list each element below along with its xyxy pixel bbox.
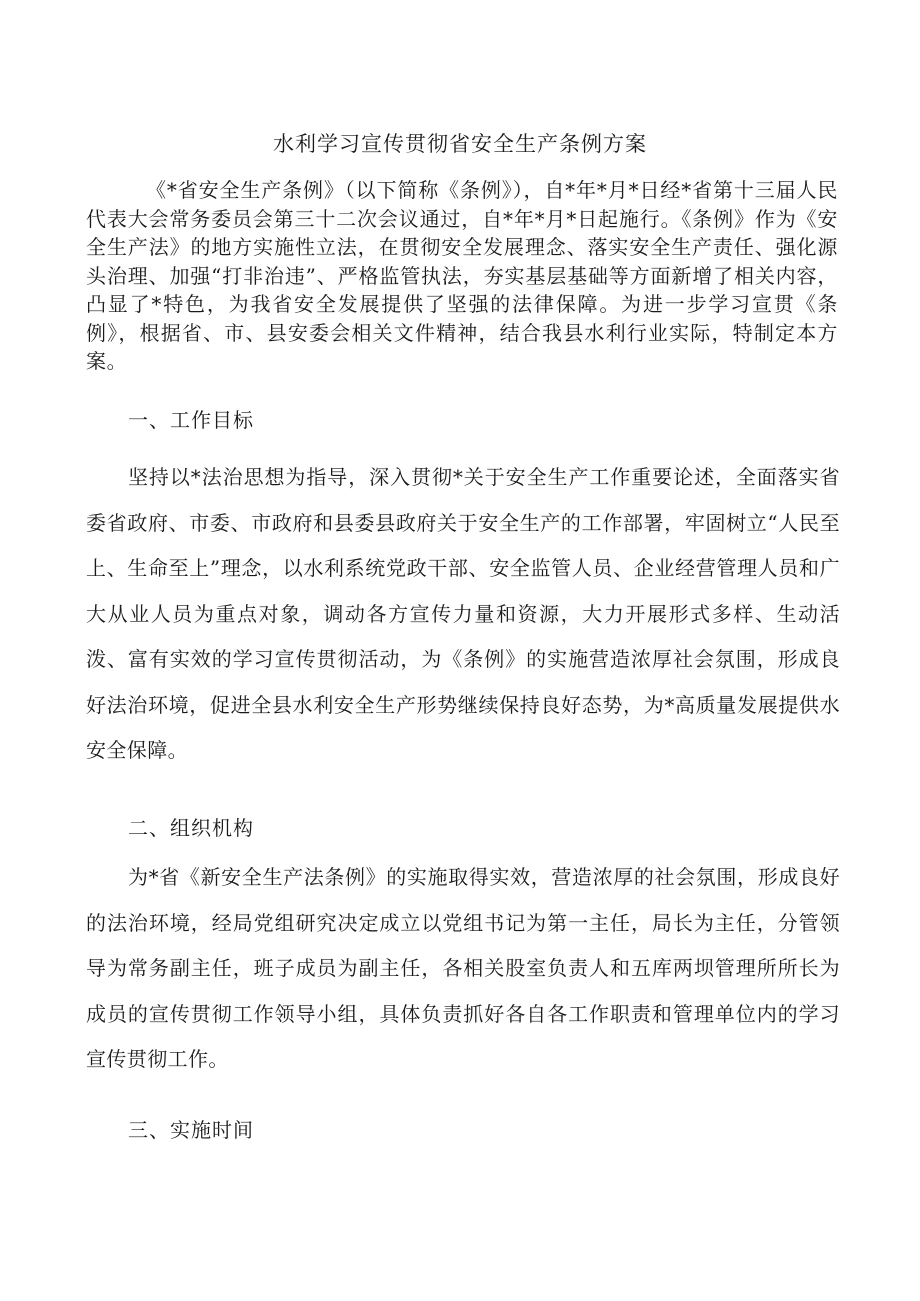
section-heading-schedule: 三、实施时间: [128, 1118, 254, 1142]
intro-paragraph: 《*省安全生产条例》（以下简称《条例》），自*年*月*日经*省第十三届人民代表大会常务委员会第三十二次会议通过，自*年*月*日起施行。《条例》作为《安全生产法》的地方实施性立法，在贯彻安全发展理念、落实安全生产责任、强化源头治理、加强“打非治违”、严格监管执法，夯实基层基础等方面新增了相关内容，凸显了*特色，为我省安全发展提供了坚强的法律保障。为进一步学习宣贯《条例》，根据省、市、县安委会相关文件精神，结合我县水利行业实际，特制定本方案。: [86, 178, 838, 373]
section-heading-goals: 一、工作目标: [128, 408, 254, 432]
section-body-organization: 为*省《新安全生产法条例》的实施取得实效，营造浓厚的社会氛围，形成良好的法治环境，经局党组研究决定成立以党组书记为第一主任，局长为主任，分管领导为常务副主任，班子成员为副主任，各相关股室负责人和五库两坝管理所所长为成员的宣传贯彻工作领导小组，具体负责抓好各自各工作职责和管理单位内的学习宣传贯彻工作。: [86, 865, 840, 1071]
section-body-goals: 坚持以*法治思想为指导，深入贯彻*关于安全生产工作重要论述，全面落实省委省政府、市委、市政府和县委县政府关于安全生产的工作部署，牢固树立“人民至上、生命至上”理念，以水利系统党政干部、安全监管人员、企业经营管理人员和广大从业人员为重点对象，调动各方宣传力量和资源，大力开展形式多样、生动活泼、富有实效的学习宣传贯彻活动，为《条例》的实施营造浓厚社会氛围，形成良好法治环境，促进全县水利安全生产形势继续保持良好态势，为*高质量发展提供水安全保障。: [86, 465, 840, 762]
document-title: 水利学习宣传贯彻省安全生产条例方案: [273, 132, 647, 156]
section-heading-organization: 二、组织机构: [128, 816, 254, 840]
